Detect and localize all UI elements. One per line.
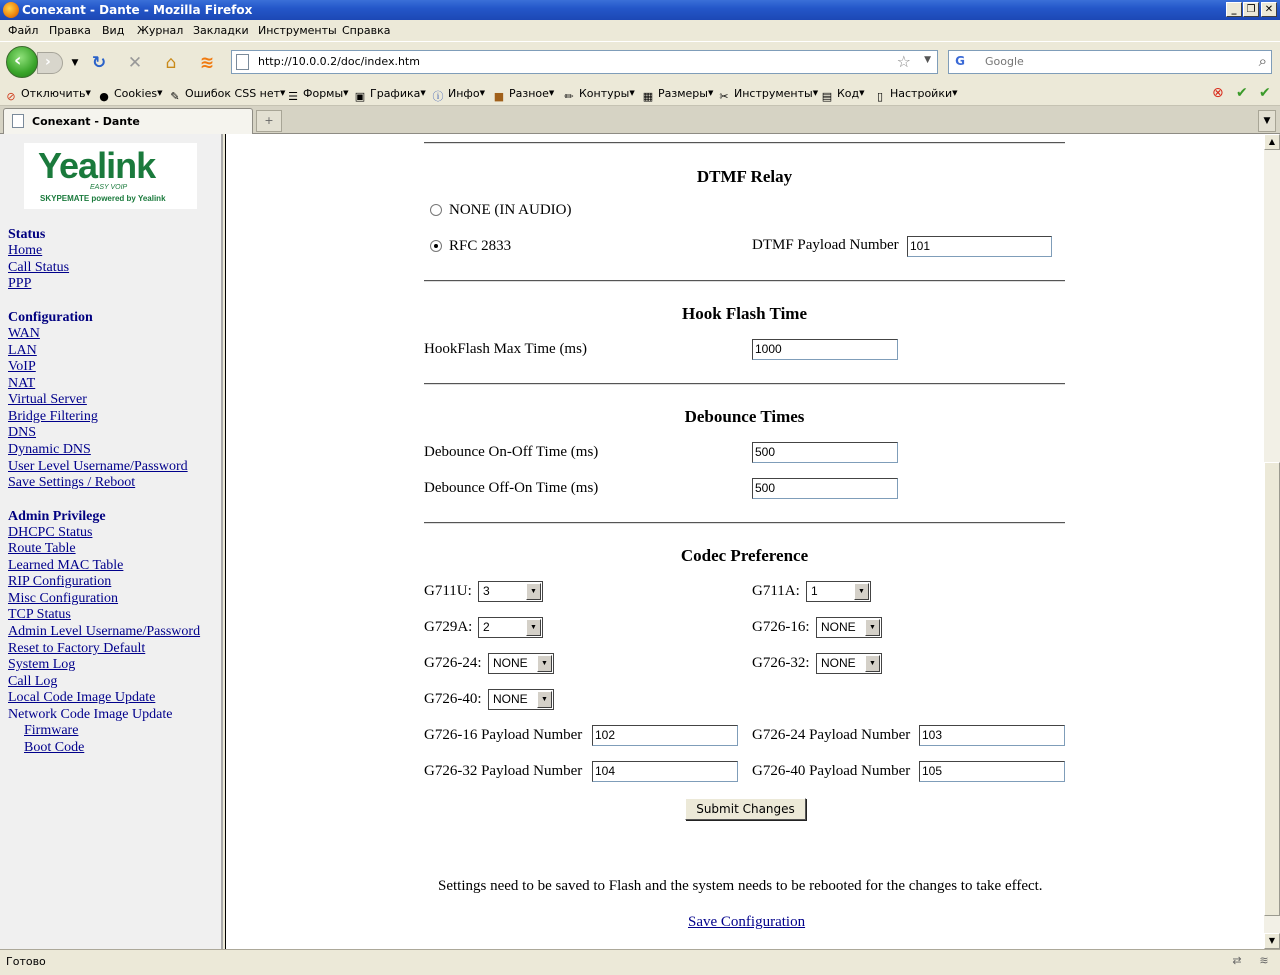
g711a-value: 1 xyxy=(811,584,818,598)
tab-page-icon xyxy=(12,114,24,128)
source-menu[interactable]: ▤ Код▼ xyxy=(821,87,865,103)
g726-24-payload-label: G726-24 Payload Number xyxy=(752,727,911,743)
outline-label: Контуры xyxy=(579,87,630,100)
sidebar-link-boot-code[interactable]: Boot Code xyxy=(24,740,85,755)
yealink-logo xyxy=(24,143,197,209)
menu-history[interactable]: Журнал xyxy=(137,24,184,37)
sidebar-link-dynamic-dns[interactable]: Dynamic DNS xyxy=(8,442,91,457)
resize-label: Размеры xyxy=(658,87,708,100)
sidebar-frame xyxy=(0,134,223,949)
tools-menu[interactable]: ✂ Инструменты▼ xyxy=(717,87,818,104)
divider xyxy=(424,383,1065,385)
g726-40-value: NONE xyxy=(493,692,528,706)
g711u-label: G711U: xyxy=(424,583,472,599)
images-menu[interactable]: ▣ Графика▼ xyxy=(354,87,426,103)
info-menu[interactable]: ⓘ Инфо▼ xyxy=(432,87,485,103)
misc-icon: ■ xyxy=(493,90,505,103)
debounce-onoff-label: Debounce On-Off Time (ms) xyxy=(424,444,599,460)
g726-40-payload-input[interactable]: 105 xyxy=(919,761,1065,782)
g729a-value: 2 xyxy=(483,620,490,634)
chevron-down-icon: ▼ xyxy=(526,583,541,600)
cookies-menu[interactable]: ● Cookies▼ xyxy=(97,87,162,104)
menu-edit[interactable]: Правка xyxy=(49,24,91,37)
navigation-toolbar xyxy=(0,41,1280,82)
history-dropdown-icon[interactable]: ▼ xyxy=(71,58,79,68)
sidebar-link-lan[interactable]: LAN xyxy=(8,343,37,358)
sidebar-link-call-status[interactable]: Call Status xyxy=(8,260,70,275)
cookies-icon: ● xyxy=(99,90,109,103)
outline-icon: ✏ xyxy=(564,90,574,103)
debounce-title: Debounce Times xyxy=(684,407,805,426)
sidebar-link-home[interactable]: Home xyxy=(8,243,43,258)
codec-preference-title: Codec Preference xyxy=(680,546,809,565)
forms-label: Формы xyxy=(303,87,344,100)
options-menu[interactable]: ▯ Настройки▼ xyxy=(873,87,958,104)
dtmf-payload-input[interactable]: 101 xyxy=(907,236,1052,257)
check-all-icon[interactable]: ✔ xyxy=(1259,85,1271,101)
logo-brand: Yealink xyxy=(38,145,156,186)
logo-tagline: EASY VOIP xyxy=(90,184,128,191)
source-icon: ▤ xyxy=(821,90,833,103)
tab-list-button[interactable]: ▼ xyxy=(1258,110,1276,132)
sidebar-link-dns[interactable]: DNS xyxy=(8,425,37,440)
feed-status-icon[interactable]: ≋ xyxy=(1259,954,1269,967)
sidebar-link-virtual-server[interactable]: Virtual Server xyxy=(8,392,87,407)
save-configuration-link[interactable]: Save Configuration xyxy=(688,914,806,930)
search-input[interactable] xyxy=(985,55,1245,68)
chevron-down-icon: ▼ xyxy=(854,583,869,600)
g711u-select[interactable] xyxy=(478,581,543,602)
chevron-down-icon: ▼ xyxy=(865,619,880,636)
menu-help[interactable]: Справка xyxy=(342,24,391,37)
debounce-offon-input[interactable]: 500 xyxy=(752,478,898,499)
check-icon[interactable]: ✔ xyxy=(1236,85,1248,101)
g726-16-payload-label: G726-16 Payload Number xyxy=(424,727,583,743)
page-icon xyxy=(236,54,249,70)
vertical-scrollbar[interactable] xyxy=(1264,134,1280,949)
network-image-update-label: Network Code Image Update xyxy=(8,707,173,722)
tab-conexant-dante[interactable] xyxy=(3,108,253,134)
css-icon: ✎ xyxy=(170,90,180,103)
status-heading: Status xyxy=(8,227,46,242)
sidebar-link-bridge-filtering[interactable]: Bridge Filtering xyxy=(8,409,98,424)
sidebar-link-tcp-status[interactable]: TCP Status xyxy=(8,607,71,622)
chevron-down-icon: ▼ xyxy=(865,655,880,672)
disable-menu[interactable]: ⊘ Отключить▼ xyxy=(4,87,91,104)
dtmf-rfc2833-label: RFC 2833 xyxy=(449,238,512,254)
info-label: Инфо xyxy=(448,87,480,100)
search-bar[interactable] xyxy=(948,50,1272,74)
chevron-down-icon: ▼ xyxy=(526,619,541,636)
g726-24-label: G726-24: xyxy=(424,655,482,671)
sidebar-link-save-reboot[interactable]: Save Settings / Reboot xyxy=(8,475,136,490)
status-text: Готово xyxy=(6,955,46,968)
logo-subtitle: SKYPEMATE powered by Yealink xyxy=(40,194,166,203)
debounce-onoff-input[interactable]: 500 xyxy=(752,442,898,463)
menu-view[interactable]: Вид xyxy=(102,24,125,37)
g726-40-payload-label: G726-40 Payload Number xyxy=(752,763,911,779)
url-dropdown-icon[interactable]: ▼ xyxy=(924,55,931,65)
dtmf-payload-label: DTMF Payload Number xyxy=(752,237,899,253)
g726-40-label: G726-40: xyxy=(424,691,482,707)
css-label: Ошибок CSS нет xyxy=(185,87,281,100)
admin-heading: Admin Privilege xyxy=(8,509,106,524)
g726-32-payload-input[interactable]: 104 xyxy=(592,761,738,782)
misc-label: Разное xyxy=(509,87,549,100)
images-icon: ▣ xyxy=(354,90,366,103)
sidebar-link-admin-password[interactable]: Admin Level Username/Password xyxy=(8,624,201,639)
dtmf-none-label: NONE (IN AUDIO) xyxy=(449,202,572,218)
configuration-heading: Configuration xyxy=(8,310,93,325)
info-icon: ⓘ xyxy=(432,90,444,103)
sidebar-link-misc-config[interactable]: Misc Configuration xyxy=(8,591,119,606)
menu-bar xyxy=(0,20,1280,41)
main-frame xyxy=(225,134,1264,949)
sidebar-link-firmware[interactable]: Firmware xyxy=(24,723,79,738)
network-activity-icon: ⇄ xyxy=(1232,954,1242,967)
g726-16-select[interactable] xyxy=(816,617,882,638)
g726-40-select[interactable] xyxy=(488,689,554,710)
chevron-down-icon: ▼ xyxy=(537,655,552,672)
address-bar[interactable] xyxy=(231,50,938,74)
forms-menu[interactable]: ☰ Формы▼ xyxy=(286,87,349,104)
sidebar-link-local-image-update[interactable]: Local Code Image Update xyxy=(8,690,156,705)
resize-icon: ▦ xyxy=(642,90,654,103)
menu-bookmarks[interactable]: Закладки xyxy=(193,24,249,37)
rss-feed-icon[interactable]: ≋ xyxy=(199,53,215,73)
dtmf-relay-title: DTMF Relay xyxy=(696,167,793,186)
scroll-up-button[interactable]: ▲ xyxy=(1264,134,1280,150)
forward-arrow-icon: › xyxy=(45,54,51,70)
options-label: Настройки xyxy=(890,87,953,100)
g711a-label: G711A: xyxy=(752,583,800,599)
maximize-button[interactable]: ❐ xyxy=(1243,2,1259,17)
options-icon: ▯ xyxy=(876,90,884,103)
tools-icon: ✂ xyxy=(719,90,729,103)
debounce-offon-label: Debounce Off-On Time (ms) xyxy=(424,480,599,496)
g726-24-select[interactable] xyxy=(488,653,554,674)
tab-bar xyxy=(0,106,1280,134)
g729a-select[interactable] xyxy=(478,617,543,638)
hookflash-max-label: HookFlash Max Time (ms) xyxy=(424,341,587,357)
flash-save-note: Settings need to be saved to Flash and the system needs to be rebooted for the changes to take effect. xyxy=(438,878,1043,894)
images-label: Графика xyxy=(370,87,421,100)
forward-button[interactable] xyxy=(37,52,63,74)
hook-flash-title: Hook Flash Time xyxy=(681,304,807,323)
sidebar-link-rip-config[interactable]: RIP Configuration xyxy=(8,574,112,589)
outline-menu[interactable]: ✏ Контуры▼ xyxy=(562,87,635,104)
minimize-button[interactable]: _ xyxy=(1226,2,1242,17)
sidebar-link-system-log[interactable]: System Log xyxy=(8,657,76,672)
google-icon[interactable]: G xyxy=(955,54,965,68)
error-icon[interactable]: ⊗ xyxy=(1212,85,1224,101)
g726-16-label: G726-16: xyxy=(752,619,810,635)
stop-icon[interactable]: ✕ xyxy=(127,53,143,73)
g726-24-payload-input[interactable]: 103 xyxy=(919,725,1065,746)
resize-menu[interactable]: ▦ Размеры▼ xyxy=(642,87,714,103)
chevron-down-icon: ▼ xyxy=(537,691,552,708)
divider xyxy=(424,142,1065,144)
sidebar-link-nat[interactable]: NAT xyxy=(8,376,36,391)
scroll-down-button[interactable]: ▼ xyxy=(1264,933,1280,949)
window-titlebar xyxy=(0,0,1280,20)
close-window-button[interactable]: ✕ xyxy=(1261,2,1277,17)
css-menu[interactable]: ✎ Ошибок CSS нет▼ xyxy=(168,87,285,104)
g726-32-select[interactable] xyxy=(816,653,882,674)
url-input[interactable] xyxy=(258,55,878,68)
tools-label: Инструменты xyxy=(734,87,813,100)
dtmf-none-radio[interactable] xyxy=(430,204,442,216)
g726-32-payload-label: G726-32 Payload Number xyxy=(424,763,583,779)
forms-icon: ☰ xyxy=(288,90,298,103)
back-button[interactable] xyxy=(6,46,38,78)
cookies-label: Cookies xyxy=(114,87,158,100)
hookflash-max-input[interactable]: 1000 xyxy=(752,339,898,360)
menu-tools[interactable]: Инструменты xyxy=(258,24,337,37)
web-developer-toolbar xyxy=(0,82,1280,106)
bookmark-star-icon[interactable]: ☆ xyxy=(896,52,911,71)
sidebar-link-voip[interactable]: VoIP xyxy=(8,359,36,374)
g711u-value: 3 xyxy=(483,584,490,598)
sidebar-link-route-table[interactable]: Route Table xyxy=(8,541,76,556)
g726-16-value: NONE xyxy=(821,620,856,634)
sidebar-link-factory-reset[interactable]: Reset to Factory Default xyxy=(8,641,146,656)
sidebar-link-ppp[interactable]: PPP xyxy=(8,276,32,291)
new-tab-button[interactable]: + xyxy=(256,110,282,132)
scroll-thumb[interactable] xyxy=(1264,462,1280,916)
divider xyxy=(424,280,1065,282)
sidebar-link-mac-table[interactable]: Learned MAC Table xyxy=(8,558,124,573)
g726-24-value: NONE xyxy=(493,656,528,670)
disable-icon: ⊘ xyxy=(6,90,16,103)
sidebar-link-dhcpc-status[interactable]: DHCPC Status xyxy=(8,525,93,540)
tab-label: Conexant - Dante xyxy=(32,115,140,128)
reload-icon[interactable]: ↻ xyxy=(91,53,107,73)
misc-menu[interactable]: ■ Разное▼ xyxy=(493,87,555,103)
home-icon[interactable]: ⌂ xyxy=(165,53,177,73)
search-icon[interactable]: ⌕ xyxy=(1258,52,1267,70)
g726-32-label: G726-32: xyxy=(752,655,810,671)
menu-file[interactable]: Файл xyxy=(8,24,39,37)
firefox-icon xyxy=(3,2,19,18)
g726-32-value: NONE xyxy=(821,656,856,670)
window-title: Conexant - Dante - Mozilla Firefox xyxy=(22,3,253,17)
source-label: Код xyxy=(837,87,860,100)
dtmf-rfc2833-radio[interactable] xyxy=(430,240,442,252)
sidebar-link-wan[interactable]: WAN xyxy=(8,326,40,341)
g711a-select[interactable] xyxy=(806,581,871,602)
sidebar-link-user-password[interactable]: User Level Username/Password xyxy=(8,459,188,474)
g726-16-payload-input[interactable]: 102 xyxy=(592,725,738,746)
g729a-label: G729A: xyxy=(424,619,473,635)
disable-label: Отключить xyxy=(21,87,86,100)
back-arrow-icon: ‹ xyxy=(14,50,22,71)
submit-changes-button[interactable]: Submit Changes xyxy=(685,798,806,820)
status-bar xyxy=(0,949,1280,975)
sidebar-link-call-log[interactable]: Call Log xyxy=(8,674,58,689)
divider xyxy=(424,522,1065,524)
